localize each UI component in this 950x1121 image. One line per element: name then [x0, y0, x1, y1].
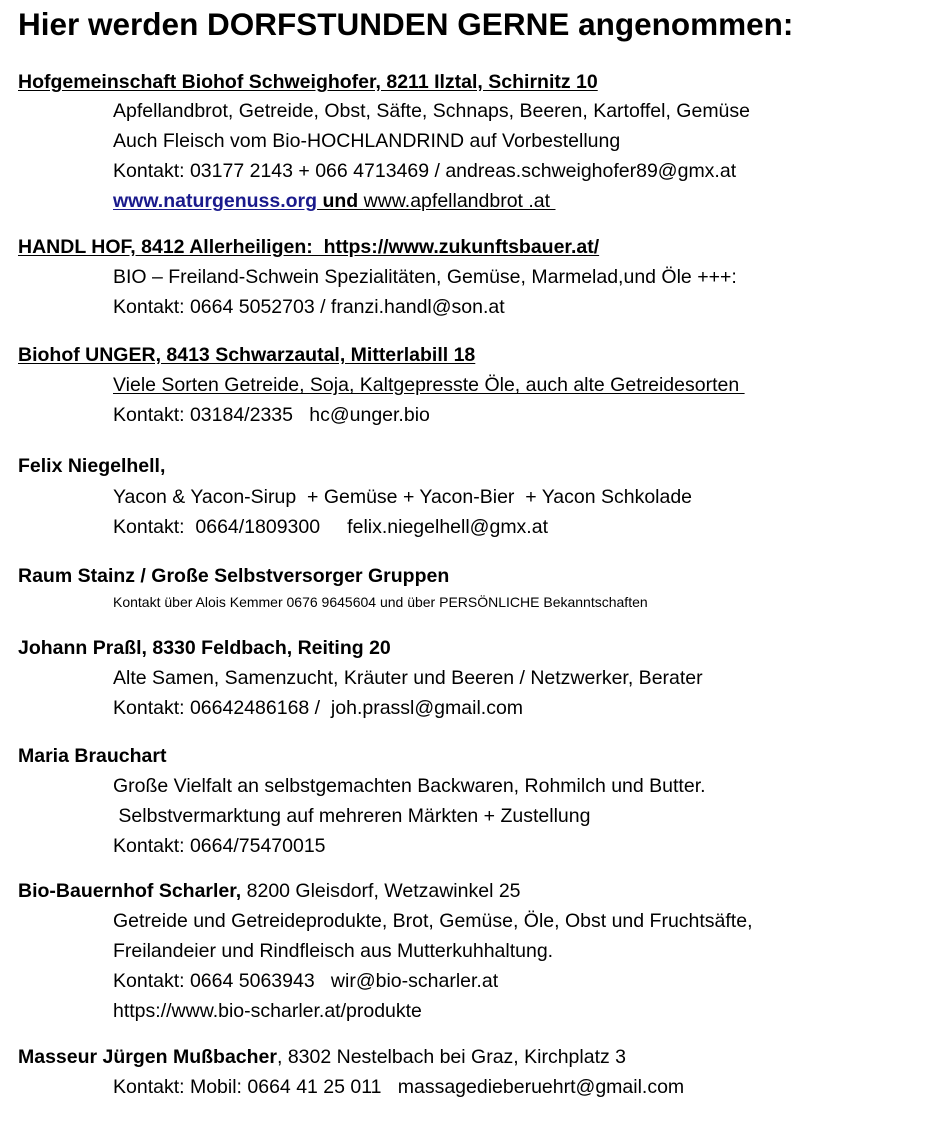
- entry-line: Yacon & Yacon-Sirup + Gemüse + Yacon-Bier + Yacon Schkolade: [113, 486, 693, 508]
- entry-heading-name: Bio-Bauernhof Scharler,: [18, 880, 242, 902]
- entry-contact-line: Kontakt: 0664/1809300 felix.niegelhell@gmx.at: [113, 516, 548, 538]
- entry-heading-schweighofer: Hofgemeinschaft Biohof Schweighofer, 8211 Ilztal, Schirnitz 10: [18, 71, 598, 93]
- entry-heading-name: Masseur Jürgen Mußbacher: [18, 1046, 277, 1068]
- entry-contact-line: Kontakt: 0664/75470015: [113, 835, 326, 857]
- entry-line: Selbstvermarktung auf mehreren Märkten + Zustellung: [113, 805, 591, 827]
- entry-heading-raum-stainz: Raum Stainz / Große Selbstversorger Gruppen: [18, 565, 450, 587]
- entry-line: Getreide und Getreideprodukte, Brot, Gemüse, Öle, Obst und Fruchtsäfte,: [113, 910, 753, 932]
- entry-heading-address: , 8302 Nestelbach bei Graz, Kirchplatz 3: [276, 1046, 627, 1068]
- entry-line: Große Vielfalt an selbstgemachten Backwaren, Rohmilch und Butter.: [113, 775, 706, 797]
- entry-line: Auch Fleisch vom Bio-HOCHLANDRIND auf Vorbestellung: [113, 130, 621, 152]
- entry-contact-line: Kontakt: 0664 5052703 / franzi.handl@son.at: [113, 296, 505, 318]
- entry-heading-brauchart: Maria Brauchart: [18, 745, 167, 767]
- entry-heading-prassl: Johann Praßl, 8330 Feldbach, Reiting 20: [18, 637, 391, 659]
- entry-contact-line: Kontakt: 0664 5063943 wir@bio-scharler.at: [113, 970, 499, 992]
- entry-heading-unger: Biohof UNGER, 8413 Schwarzautal, Mitterlabill 18: [18, 344, 476, 366]
- entry-contact-line: Kontakt: 06642486168 / joh.prassl@gmail.com: [113, 697, 524, 719]
- entry-heading-address: 8200 Gleisdorf, Wetzawinkel 25: [241, 880, 521, 902]
- entry-heading-mussbacher: [18, 1043, 626, 1071]
- entry-heading-scharler: [18, 877, 521, 905]
- entry-heading-handl-hof: HANDL HOF, 8412 Allerheiligen: https://www.zukunftsbauer.at/: [18, 236, 600, 258]
- apfellandbrot-link[interactable]: www.apfellandbrot .at: [363, 190, 556, 212]
- entry-contact-line: Kontakt über Alois Kemmer 0676 9645604 und über PERSÖNLICHE Bekanntschaften: [113, 594, 648, 610]
- scharler-website-link[interactable]: https://www.bio-scharler.at/produkte: [113, 1000, 422, 1022]
- naturgenuss-link[interactable]: www.naturgenuss.org: [113, 190, 318, 212]
- entry-line: Alte Samen, Samenzucht, Kräuter und Beeren / Netzwerker, Berater: [113, 667, 703, 689]
- link-join-text: und: [317, 190, 364, 212]
- entry-line: Freilandeier und Rindfleisch aus Mutterkuhhaltung.: [113, 940, 554, 962]
- entry-line: Viele Sorten Getreide, Soja, Kaltgepresste Öle, auch alte Getreidesorten: [113, 374, 745, 396]
- entry-contact-line: Kontakt: 03184/2335 hc@unger.bio: [113, 404, 430, 426]
- entry-contact-line: Kontakt: Mobil: 0664 41 25 011 massagedieberuehrt@gmail.com: [113, 1076, 685, 1098]
- page-title: Hier werden DORFSTUNDEN GERNE angenommen:: [18, 6, 794, 42]
- entry-contact-line: Kontakt: 03177 2143 + 066 4713469 / andreas.schweighofer89@gmx.at: [113, 160, 737, 182]
- entry-line: BIO – Freiland-Schwein Spezialitäten, Gemüse, Marmelad,und Öle +++:: [113, 266, 737, 288]
- entry-links-line: [113, 187, 555, 215]
- entry-heading-niegelhell: Felix Niegelhell,: [18, 455, 166, 477]
- entry-line: Apfellandbrot, Getreide, Obst, Säfte, Schnaps, Beeren, Kartoffel, Gemüse: [113, 100, 750, 122]
